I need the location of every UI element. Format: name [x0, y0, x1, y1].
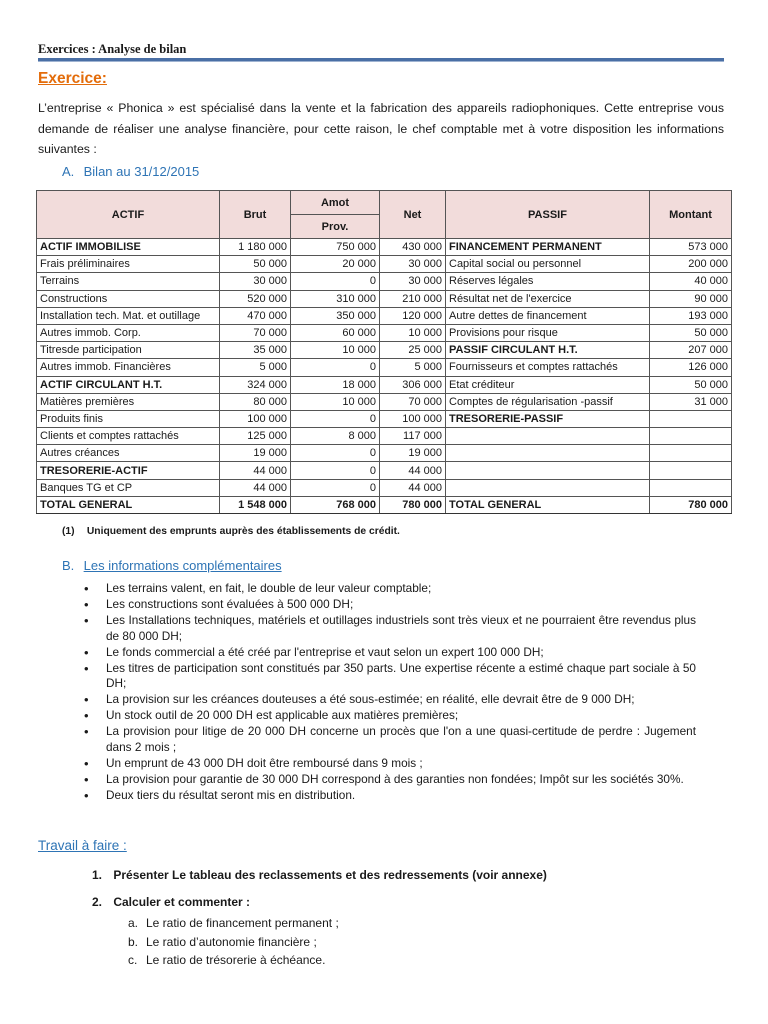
ratio-text: Le ratio de financement permanent ; — [146, 916, 339, 930]
cell-brut: 5 000 — [220, 359, 291, 376]
cell-amort: 10 000 — [291, 393, 380, 410]
cell-actif: ACTIF IMMOBILISE — [37, 239, 220, 256]
table-row — [37, 462, 732, 479]
header-amot: Amot — [291, 191, 380, 215]
cell-amort: 20 000 — [291, 256, 380, 273]
cell-actif: Produits finis — [37, 410, 220, 427]
info-item: • Un emprunt de 43 000 DH doit être remboursé dans 9 mois ; — [80, 756, 696, 772]
cell-net: 44 000 — [380, 462, 446, 479]
cell-brut: 1 180 000 — [220, 239, 291, 256]
cell-amort: 310 000 — [291, 290, 380, 307]
header-prov: Prov. — [291, 215, 380, 239]
travail-heading: Travail à faire : — [38, 838, 127, 853]
cell-passif: Réserves légales — [446, 273, 650, 290]
cell-montant — [650, 428, 732, 445]
section-b-letter: B. — [62, 558, 75, 573]
cell-amort: 0 — [291, 359, 380, 376]
cell-montant: 31 000 — [650, 393, 732, 410]
cell-passif: PASSIF CIRCULANT H.T. — [446, 342, 650, 359]
info-item: • Deux tiers du résultat seront mis en distribution. — [80, 788, 696, 804]
cell-actif: Autres immob. Financières — [37, 359, 220, 376]
cell-amort: 18 000 — [291, 376, 380, 393]
table-row — [37, 273, 732, 290]
cell-amort: 60 000 — [291, 324, 380, 341]
cell-passif: Provisions pour risque — [446, 324, 650, 341]
cell-actif: Terrains — [37, 273, 220, 290]
info-item: • Le fonds commercial a été créé par l'entreprise et vaut selon un expert 100 000 DH; — [80, 645, 696, 661]
cell-brut: 30 000 — [220, 273, 291, 290]
cell-montant: 50 000 — [650, 376, 732, 393]
table-row — [37, 290, 732, 307]
cell-passif: Capital social ou personnel — [446, 256, 650, 273]
table-row — [37, 496, 732, 513]
cell-brut: 1 548 000 — [220, 496, 291, 513]
table-row — [37, 256, 732, 273]
cell-actif: TRESORERIE-ACTIF — [37, 462, 220, 479]
info-item: • Les titres de participation sont constitués par 350 parts. Une expertise récente a estimé chaque part sociale à 50 DH; — [80, 661, 696, 693]
cell-montant: 50 000 — [650, 324, 732, 341]
cell-montant: 193 000 — [650, 307, 732, 324]
cell-passif: Etat créditeur — [446, 376, 650, 393]
cell-amort: 10 000 — [291, 342, 380, 359]
table-row — [37, 239, 732, 256]
footnote-text: Uniquement des emprunts auprès des établissements de crédit. — [86, 526, 400, 537]
section-a-title: Bilan au 31/12/2015 — [83, 164, 200, 179]
cell-brut: 44 000 — [220, 462, 291, 479]
header-montant: Montant — [650, 191, 732, 239]
cell-actif: TOTAL GENERAL — [37, 496, 220, 513]
cell-montant — [650, 445, 732, 462]
info-item: • Un stock outil de 20 000 DH est applicable aux matières premières; — [80, 708, 696, 724]
ratio-item — [128, 914, 339, 933]
ratio-text: Le ratio d’autonomie financière ; — [146, 934, 317, 949]
cell-passif: TOTAL GENERAL — [446, 496, 650, 513]
cell-actif: Frais préliminaires — [37, 256, 220, 273]
cell-montant: 207 000 — [650, 342, 732, 359]
task-2-number: 2. — [92, 895, 103, 909]
cell-actif: Constructions — [37, 290, 220, 307]
cell-brut: 125 000 — [220, 428, 291, 445]
cell-actif: Installation tech. Mat. et outillage — [37, 307, 220, 324]
cell-actif: ACTIF CIRCULANT H.T. — [37, 376, 220, 393]
cell-amort: 0 — [291, 445, 380, 462]
header-brut: Brut — [220, 191, 291, 239]
cell-amort: 0 — [291, 273, 380, 290]
footnote-marker: (1) — [62, 526, 75, 537]
info-item: • La provision sur les créances douteuses a été sous-estimée; en réalité, elle devrait être de 9 000 DH; — [80, 692, 696, 708]
header-passif: PASSIF — [446, 191, 650, 239]
task-2-text: Calculer et commenter : — [113, 895, 251, 909]
cell-montant: 573 000 — [650, 239, 732, 256]
header-net: Net — [380, 191, 446, 239]
cell-montant: 780 000 — [650, 496, 732, 513]
cell-brut: 50 000 — [220, 256, 291, 273]
ratio-item — [128, 951, 339, 970]
exercise-title: Exercice: — [38, 70, 107, 87]
info-item: • Les terrains valent, en fait, le double de leur valeur comptable; — [80, 581, 696, 597]
cell-passif: FINANCEMENT PERMANENT — [446, 239, 650, 256]
cell-brut: 100 000 — [220, 410, 291, 427]
info-item: • Les Installations techniques, matériels et outillages industriels sont très vieux et ne pourraient être revendus plus de 80 000 DH; — [80, 613, 696, 645]
cell-amort: 0 — [291, 410, 380, 427]
cell-net: 44 000 — [380, 479, 446, 496]
cell-net: 30 000 — [380, 273, 446, 290]
table-row — [37, 324, 732, 341]
section-b-heading — [62, 558, 282, 573]
cell-montant — [650, 479, 732, 496]
section-b-title: Les informations complémentaires — [83, 558, 282, 573]
cell-amort: 350 000 — [291, 307, 380, 324]
document-header: Exercices : Analyse de bilan — [38, 42, 187, 56]
cell-brut: 324 000 — [220, 376, 291, 393]
cell-net: 430 000 — [380, 239, 446, 256]
task-1-number: 1. — [92, 868, 103, 882]
footnote — [62, 526, 400, 537]
cell-amort: 0 — [291, 479, 380, 496]
cell-passif: TRESORERIE-PASSIF — [446, 410, 650, 427]
cell-brut: 35 000 — [220, 342, 291, 359]
ratio-list — [128, 914, 339, 970]
ratio-text: Le ratio de trésorerie à échéance. — [146, 953, 326, 968]
cell-net: 210 000 — [380, 290, 446, 307]
cell-brut: 44 000 — [220, 479, 291, 496]
cell-passif — [446, 479, 650, 496]
cell-brut: 19 000 — [220, 445, 291, 462]
task-1-text: Présenter Le tableau des reclassements et des redressements (voir annexe) — [113, 868, 547, 882]
cell-actif: Matières premières — [37, 393, 220, 410]
table-row — [37, 342, 732, 359]
header-actif: ACTIF — [37, 191, 220, 239]
ratio-item — [128, 933, 339, 952]
cell-brut: 520 000 — [220, 290, 291, 307]
cell-net: 19 000 — [380, 445, 446, 462]
table-row — [37, 445, 732, 462]
cell-net: 120 000 — [380, 307, 446, 324]
cell-passif — [446, 428, 650, 445]
balance-sheet-table — [36, 190, 732, 514]
cell-net: 5 000 — [380, 359, 446, 376]
cell-amort: 0 — [291, 462, 380, 479]
cell-net: 10 000 — [380, 324, 446, 341]
cell-net: 306 000 — [380, 376, 446, 393]
cell-passif: Fournisseurs et comptes rattachés — [446, 359, 650, 376]
table-row — [37, 479, 732, 496]
task-2 — [92, 895, 250, 909]
cell-actif: Autres immob. Corp. — [37, 324, 220, 341]
cell-net: 30 000 — [380, 256, 446, 273]
cell-net: 100 000 — [380, 410, 446, 427]
cell-net: 70 000 — [380, 393, 446, 410]
cell-net: 117 000 — [380, 428, 446, 445]
cell-actif: Autres créances — [37, 445, 220, 462]
cell-montant — [650, 410, 732, 427]
cell-amort: 768 000 — [291, 496, 380, 513]
info-item: • La provision pour garantie de 30 000 DH correspond à des garanties non fondées; Impôt sur les sociétés 30%. — [80, 772, 696, 788]
cell-net: 25 000 — [380, 342, 446, 359]
ratio-letter: c. — [128, 953, 138, 968]
cell-montant: 126 000 — [650, 359, 732, 376]
intro-paragraph: L’entreprise « Phonica » est spécialisé dans la vente et la fabrication des appareils radiophoniques. Cette entreprise vous demande de réaliser une analyse financière, pour cette raison, le chef comptable met à votre disposition les informations suivantes : — [38, 101, 724, 156]
info-item: • Les constructions sont évaluées à 500 000 DH; — [80, 597, 696, 613]
task-1 — [92, 868, 547, 882]
cell-montant — [650, 462, 732, 479]
table-row — [37, 307, 732, 324]
info-item: • La provision pour litige de 20 000 DH concerne un procès que l'on a une quasi-certitude de perdre : Jugement dans 2 mois ; — [80, 724, 696, 756]
cell-passif: Autre dettes de financement — [446, 307, 650, 324]
cell-passif — [446, 462, 650, 479]
ratio-letter: b. — [128, 934, 139, 949]
cell-passif: Résultat net de l'exercice — [446, 290, 650, 307]
table-row — [37, 410, 732, 427]
ratio-letter: a. — [128, 916, 139, 930]
cell-montant: 40 000 — [650, 273, 732, 290]
cell-passif: Comptes de régularisation -passif — [446, 393, 650, 410]
cell-montant: 200 000 — [650, 256, 732, 273]
cell-actif: Banques TG et CP — [37, 479, 220, 496]
section-a-heading — [62, 164, 199, 179]
table-row — [37, 393, 732, 410]
cell-net: 780 000 — [380, 496, 446, 513]
header-divider — [38, 58, 724, 62]
table-row — [37, 376, 732, 393]
cell-brut: 80 000 — [220, 393, 291, 410]
cell-amort: 750 000 — [291, 239, 380, 256]
cell-passif — [446, 445, 650, 462]
section-a-letter: A. — [62, 164, 75, 179]
cell-actif: Titresde participation — [37, 342, 220, 359]
cell-amort: 8 000 — [291, 428, 380, 445]
cell-brut: 470 000 — [220, 307, 291, 324]
table-row — [37, 428, 732, 445]
info-list — [80, 581, 696, 804]
cell-actif: Clients et comptes rattachés — [37, 428, 220, 445]
cell-brut: 70 000 — [220, 324, 291, 341]
cell-montant: 90 000 — [650, 290, 732, 307]
table-row — [37, 359, 732, 376]
balance-sheet-body — [37, 239, 732, 514]
